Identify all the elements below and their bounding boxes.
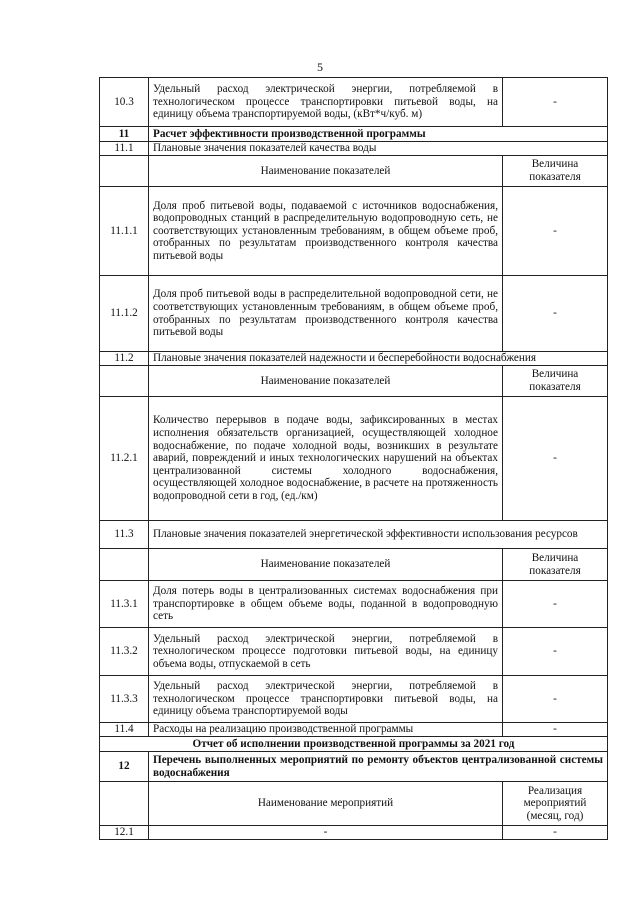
header-row xyxy=(100,366,608,397)
table-row xyxy=(100,397,608,521)
column-header-name: Наименование показателей xyxy=(149,366,503,397)
row-value: - xyxy=(503,187,608,276)
row-number: 11.3.1 xyxy=(100,581,149,628)
row-text: Доля проб питьевой воды в распределительной водопроводной сети, не соответствующих установленным требованиям, в общем объеме проб, отобранных по результатам производственного контроля качества питьевой воды xyxy=(149,276,503,352)
section-title: Перечень выполненных мероприятий по ремонту объектов централизованной системы водоснабжения xyxy=(149,752,608,782)
subsection-title: Плановые значения показателей энергетической эффективности использования ресурсов xyxy=(149,521,608,549)
report-title: Отчет об исполнении производственной программы за 2021 год xyxy=(100,737,608,752)
section-number: 11 xyxy=(100,127,149,142)
row-value: - xyxy=(503,628,608,676)
row-value: - xyxy=(503,397,608,521)
table-row xyxy=(100,581,608,628)
section-title: Расчет эффективности производственной программы xyxy=(149,127,608,142)
table-row xyxy=(100,521,608,549)
header-row xyxy=(100,549,608,581)
empty-cell xyxy=(100,366,149,397)
row-text: Удельный расход электрической энергии, потребляемой в технологическом процессе транспортировки питьевой воды, на единицу объема транспортируемой воды, (кВт*ч/куб. м) xyxy=(149,78,503,127)
column-header-value: Величина показателя xyxy=(503,549,608,581)
table-row xyxy=(100,276,608,352)
row-text: Доля потерь воды в централизованных системах водоснабжения при транспортировке в общем объеме воды, поданной в водопроводную сеть xyxy=(149,581,503,628)
row-number: 11.1.1 xyxy=(100,187,149,276)
row-value: - xyxy=(503,78,608,127)
row-number: 11.3.3 xyxy=(100,676,149,723)
row-text: Доля проб питьевой воды, подаваемой с источников водоснабжения, водопроводных станций в распределительную водопроводную сеть, не соответствующих установленным требованиям, в общем объеме проб, отобранных по результатам производственного контроля качества питьевой воды xyxy=(149,187,503,276)
row-value: - xyxy=(503,723,608,737)
row-value: - xyxy=(503,581,608,628)
page-number: 5 xyxy=(317,60,323,74)
table-row xyxy=(100,826,608,840)
empty-cell xyxy=(100,549,149,581)
row-text: Расходы на реализацию производственной программы xyxy=(149,723,503,737)
table-row xyxy=(100,737,608,752)
column-header-name: Наименование показателей xyxy=(149,156,503,187)
table-row xyxy=(100,78,608,127)
empty-cell xyxy=(100,782,149,826)
row-number: 11.3 xyxy=(100,521,149,549)
header-row xyxy=(100,782,608,826)
table-row xyxy=(100,628,608,676)
header-row xyxy=(100,156,608,187)
row-text: Удельный расход электрической энергии, потребляемой в технологическом процессе транспортировки питьевой воды, на единицу объема транспортируемой воды xyxy=(149,676,503,723)
row-number: 12.1 xyxy=(100,826,149,840)
table-row xyxy=(100,752,608,782)
row-number: 10.3 xyxy=(100,78,149,127)
table-row xyxy=(100,187,608,276)
column-header-value: Величина показателя xyxy=(503,156,608,187)
table-row xyxy=(100,127,608,142)
subsection-title: Плановые значения показателей надежности и бесперебойности водоснабжения xyxy=(149,352,608,366)
row-number: 11.1.2 xyxy=(100,276,149,352)
row-value: - xyxy=(503,826,608,840)
section-number: 12 xyxy=(100,752,149,782)
table-row xyxy=(100,142,608,156)
subsection-title: Плановые значения показателей качества воды xyxy=(149,142,608,156)
table-row xyxy=(100,676,608,723)
column-header-value: Реализация мероприятий (месяц, год) xyxy=(503,782,608,826)
row-value: - xyxy=(503,676,608,723)
row-number: 11.2 xyxy=(100,352,149,366)
program-table xyxy=(99,77,608,840)
table-row xyxy=(100,723,608,737)
column-header-name: Наименование показателей xyxy=(149,549,503,581)
row-number: 11.3.2 xyxy=(100,628,149,676)
row-text: - xyxy=(149,826,503,840)
row-text: Удельный расход электрической энергии, потребляемой в технологическом процессе подготовки питьевой воды, на единицу объема воды, отпускаемой в сеть xyxy=(149,628,503,676)
row-number: 11.1 xyxy=(100,142,149,156)
column-header-name: Наименование мероприятий xyxy=(149,782,503,826)
row-number: 11.2.1 xyxy=(100,397,149,521)
column-header-value: Величина показателя xyxy=(503,366,608,397)
table-row xyxy=(100,352,608,366)
row-number: 11.4 xyxy=(100,723,149,737)
empty-cell xyxy=(100,156,149,187)
row-text: Количество перерывов в подаче воды, зафиксированных в местах исполнения обязательств организацией, осуществляющей холодное водоснабжение, по подаче холодной воды, возникших в результате аварий, повреждений и иных технологических нарушений на объектах централизованной системы холодного водоснабжения, осуществляющей холодное водоснабжение, в расчете на протяженность водопроводной сети в год, (ед./км) xyxy=(149,397,503,521)
row-value: - xyxy=(503,276,608,352)
